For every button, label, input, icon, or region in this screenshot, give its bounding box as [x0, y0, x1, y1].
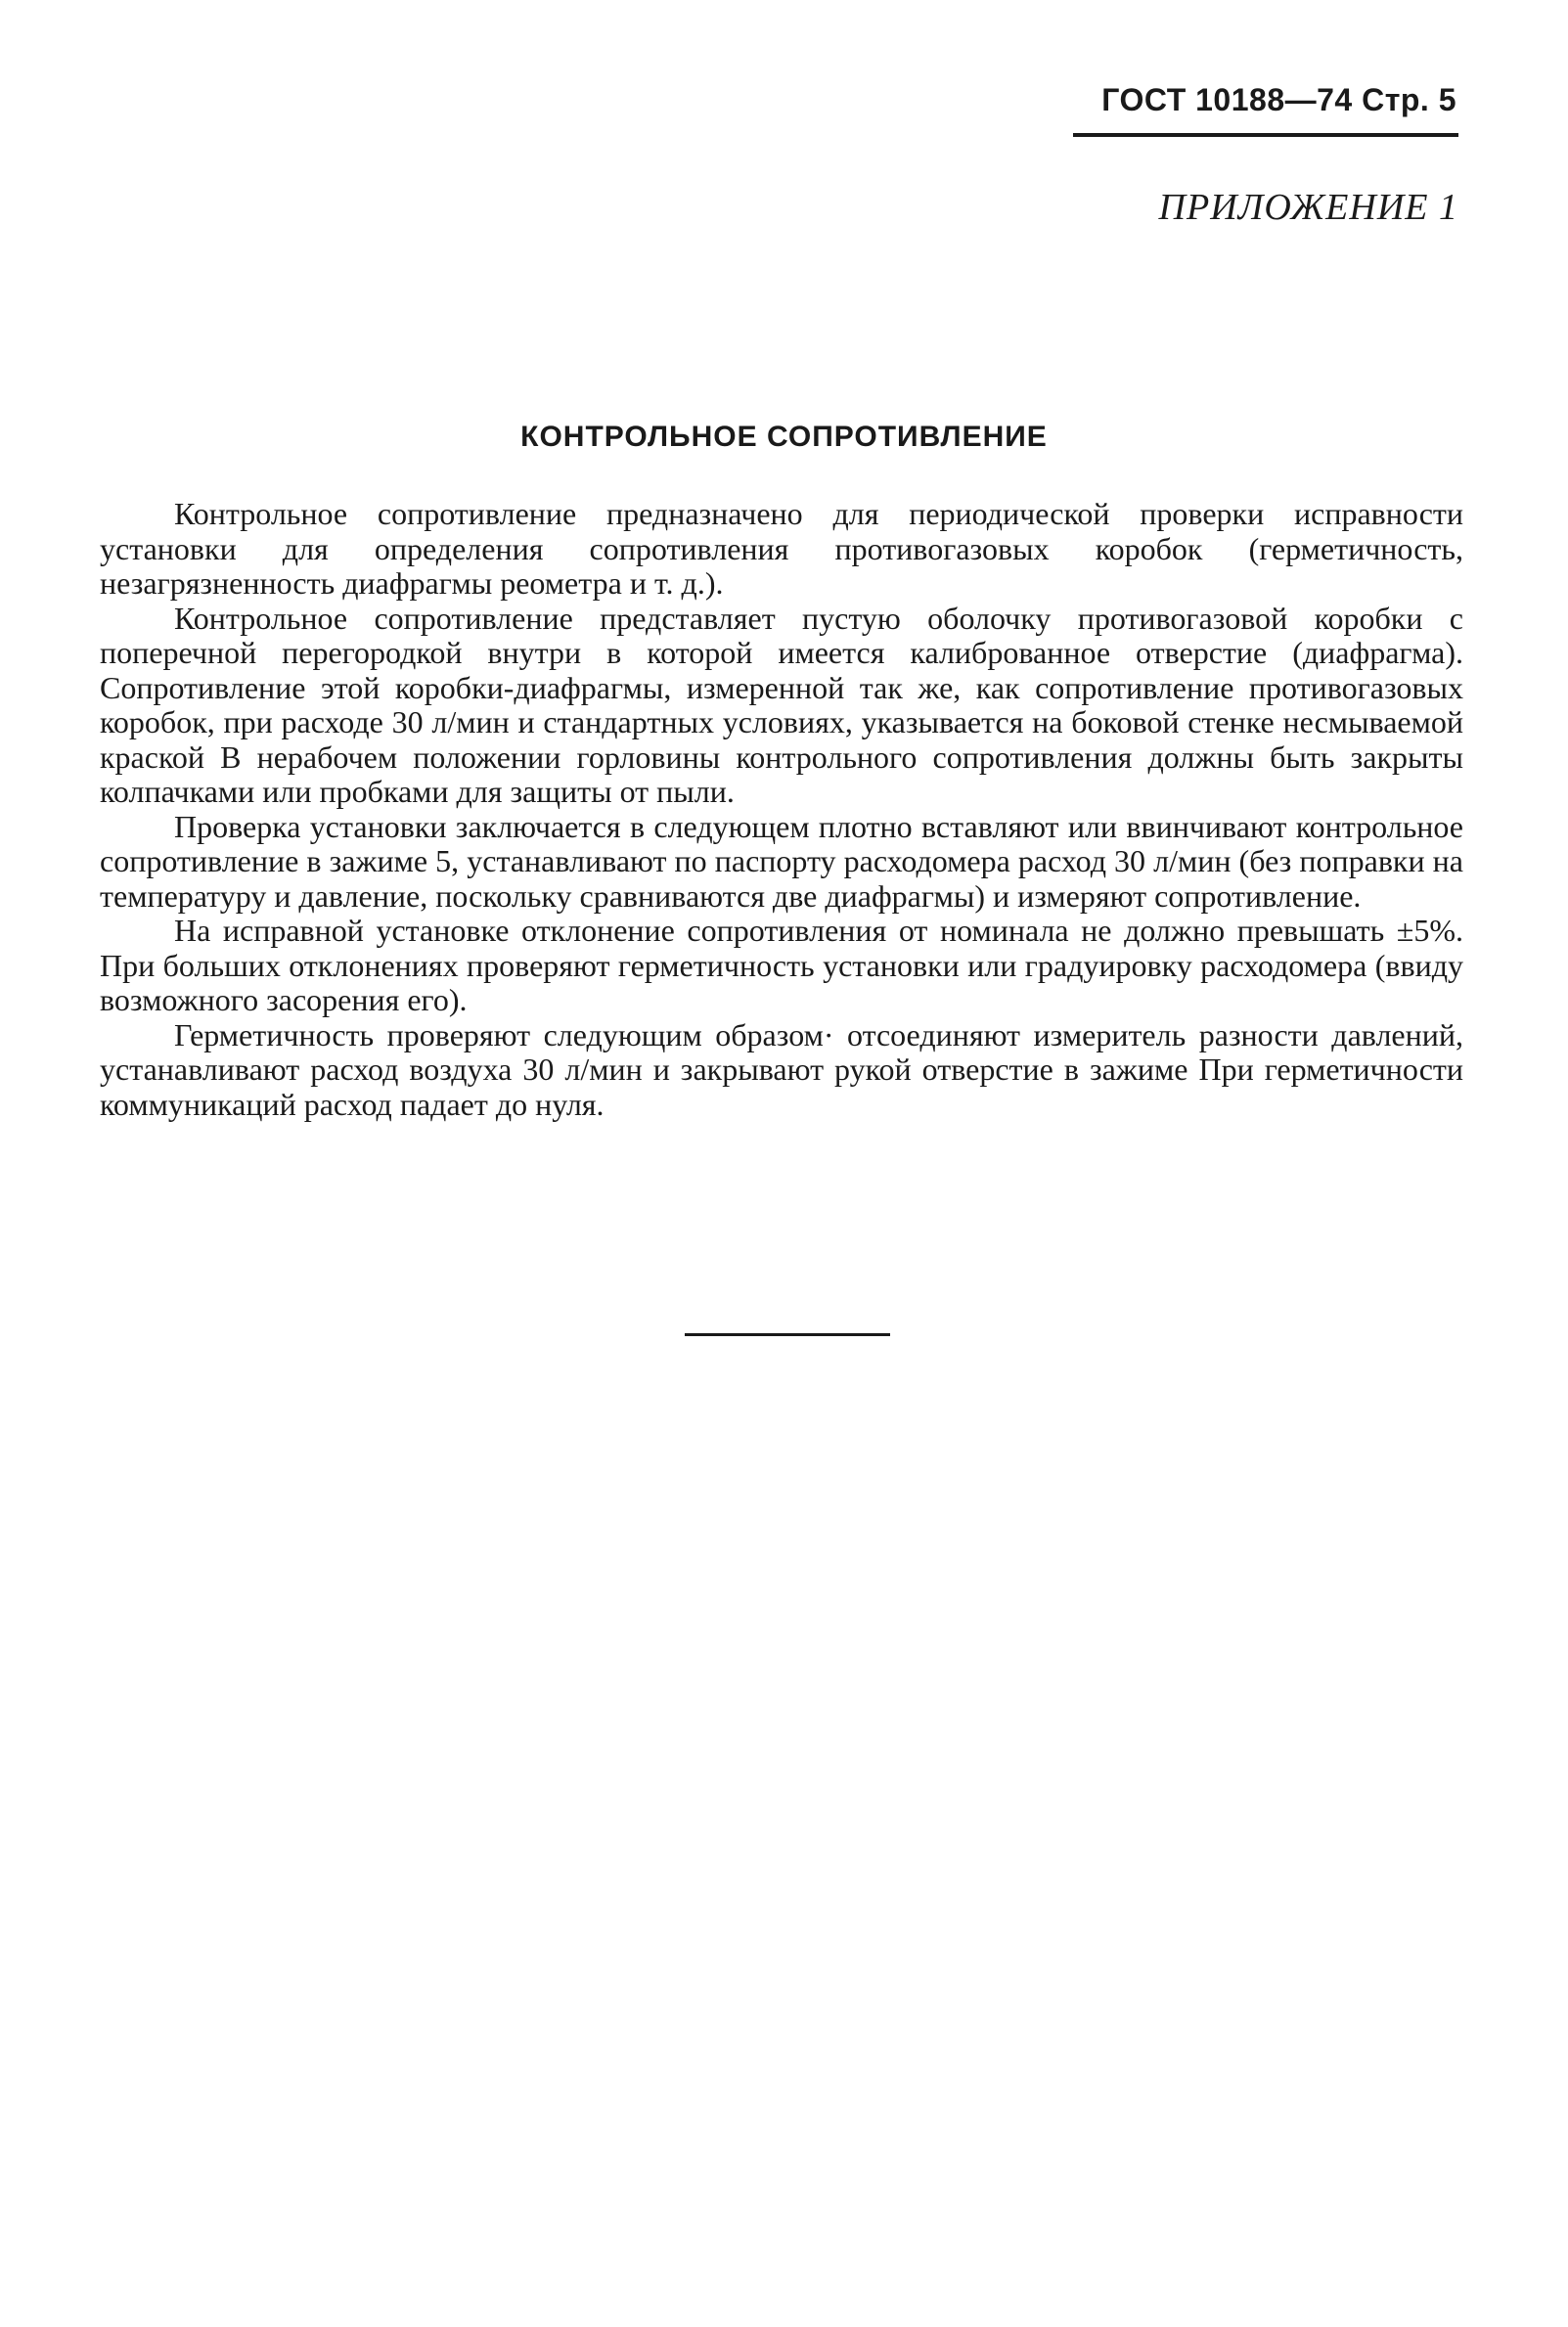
paragraph: Проверка установки заключается в следующем плотно вставляют или ввинчивают контрольное сопротивление в зажиме 5, устанавливают по паспорту расходомера расход 30 л/мин (без поправки на температуру и давление, поскольку сравниваются две диафрагмы) и измеряют сопротивление.: [100, 808, 1463, 914]
appendix-label: ПРИЛОЖЕНИЕ 1: [1158, 187, 1458, 228]
section-title: КОНТРОЛЬНОЕ СОПРОТИВЛЕНИЕ: [520, 421, 1048, 453]
paragraph: На исправной установке отклонение сопротивления от номинала не должно превышать ±5%. При больших отклонениях проверяют герметичность установки или градуировку расходомера (ввиду возможного засорения его).: [100, 913, 1463, 1017]
paragraph: Контрольное сопротивление представляет пустую оболочку противогазовой коробки с поперечной перегородкой внутри в которой имеется калиброванное отверстие (диафрагма). Сопротивление этой коробки-диафрагмы, измеренной так же, как сопротивление противогазовых коробок, при расходе 30 л/мин и стандартных условиях, указывается на боковой стенке несмываемой краской В нерабочем положении горловины контрольного сопротивления должны быть закрыты колпачками или пробками для защиты от пыли.: [100, 600, 1463, 809]
header-rule: [1073, 133, 1458, 137]
body-text: [100, 497, 1463, 1122]
end-divider: [685, 1333, 890, 1336]
paragraph: Герметичность проверяют следующим образом· отсоединяют измеритель разности давлений, устанавливают расход воздуха 30 л/мин и закрывают рукой отверстие в зажиме При герметичности коммуникаций расход падает до нуля.: [100, 1016, 1463, 1122]
paragraph: Контрольное сопротивление предназначено для периодической проверки исправности установки для определения сопротивления противогазовых коробок (герметичность, незагрязненность диафрагмы реометра и т. д.).: [100, 496, 1463, 601]
document-header: ГОСТ 10188—74 Стр. 5: [1101, 82, 1456, 117]
